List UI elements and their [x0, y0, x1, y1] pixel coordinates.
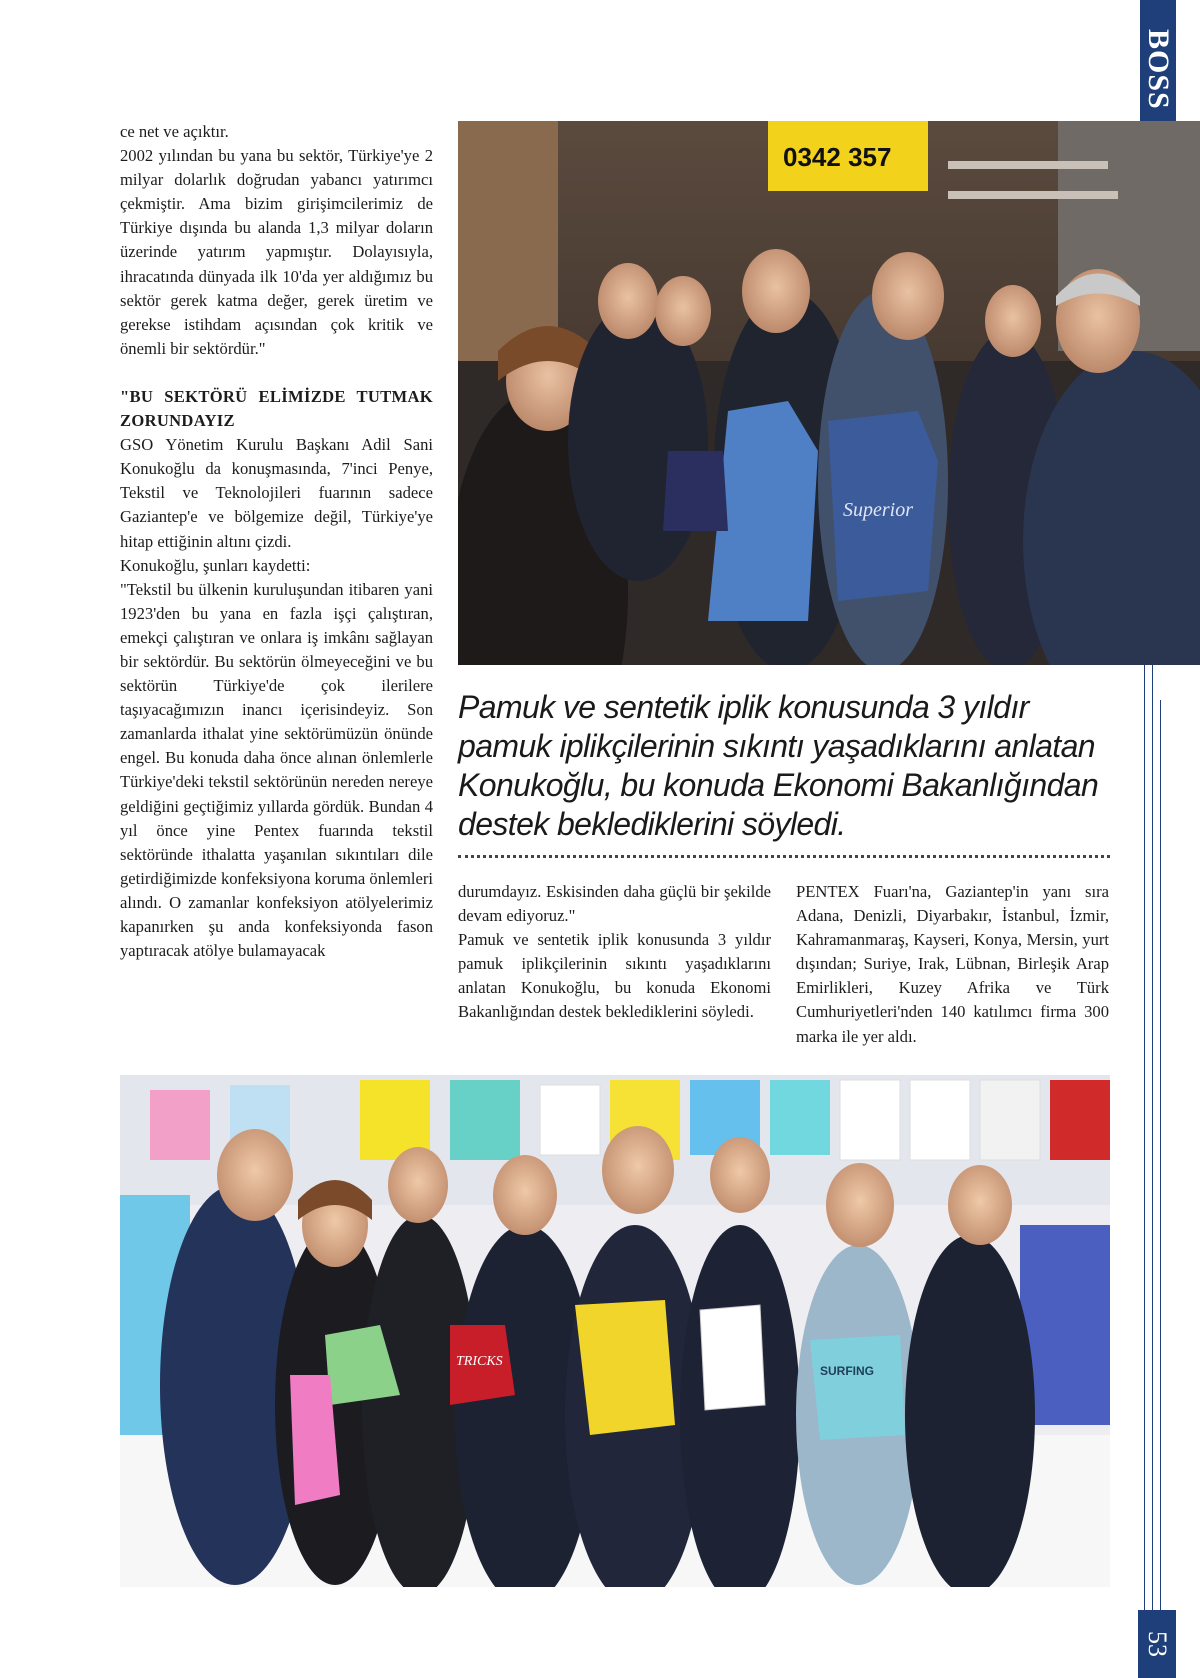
body-paragraph: ce net ve açıktır.: [120, 122, 229, 141]
body-paragraph: Pamuk ve sentetik iplik konusunda 3 yıldır pamuk iplikçilerinin sıkıntı yaşadıklarını anlatan Konukoğlu, bu konuda Ekonomi Bakanlığından destek beklediklerini söyledi.: [458, 930, 771, 1022]
right-column: [796, 880, 1109, 1049]
body-paragraph: 2002 yılından bu yana bu sektör, Türkiye'ye 2 milyar dolarlık doğrudan yabancı yatırımcı çekmiştir. Ama bizim girişimcilerimiz de Türkiye dışında bu alanda 1,3 milyar doların üzerinde yatırım yapmıştır. Dolayısıyla, ihracatında dünyada ilk 10'da yer aldığımız bu sektör gerek katma değer, gerek üretim ve gerekse istihdam açısından çok kritik ve önemli bir sektördür.": [120, 146, 433, 358]
body-paragraph: PENTEX Fuarı'na, Gaziantep'in yanı sıra Adana, Denizli, Diyarbakır, İstanbul, İzmir, Kahramanmaraş, Kayseri, Konya, Mersin, yurt dışından; Suriye, Irak, Lübnan, Birleşik Arap Emirlikleri, Kuzey Afrika ve Türk Cumhuriyetleri'nden 140 katılımcı firma 300 marka ile yer aldı.: [796, 882, 1109, 1046]
page-number: 53: [1143, 1631, 1172, 1657]
magazine-brand: BOSS: [1142, 28, 1175, 110]
pull-quote: Pamuk ve sentetik iplik konusunda 3 yıldır pamuk iplikçilerinin sıkıntı yaşadıklarını anlatan Konukoğlu, bu konuda Ekonomi Bakanlığından destek beklediklerini söyledi.: [458, 689, 1099, 842]
shirt-print-text: TRICKS: [456, 1354, 503, 1369]
fair-opening-photo: [458, 121, 1200, 665]
left-column: [120, 120, 433, 963]
body-paragraph: "Tekstil bu ülkenin kuruluşundan itibaren yani 1923'den bu yana en fazla işçi çalıştıran, emekçi çalıştıran ve onlara iş imkânı sağlayan bir sektördür. Bu sektörün ölmeyeceğini ve bu sektörün Türkiye'de çok ilerilere taşıyacağımızın inancı içerisindeyiz. Son zamanlarda ithalat yine sektörümüzün önünde engel. Bu konuda daha önce alınan önlemlerle Türkiye'deki tekstil sektörünün nereden nereye geldiğini geçtiğimiz yıllarda gördük. Bundan 4 yıl önce yine Pentex fuarında tekstil sektöründe ithalatta yaşanılan sıkıntıları dile getirdiğimizde konfeksiyona koruma önlemleri alındı. O zamanlar konfeksiyon atölyelerimiz kapanırken şu anda konfeksiyonda fason yaptıracak atölye bulamayacak: [120, 579, 433, 961]
margin-rule: [1160, 700, 1161, 1610]
brand-tab: [1140, 0, 1176, 138]
booth-sign-text: 0342 357: [783, 142, 892, 172]
bottom-photo: [120, 1075, 1110, 1587]
body-paragraph: Konukoğlu, şunları kaydetti:: [120, 555, 311, 575]
section-subhead: "BU SEKTÖRÜ ELİMİZDE TUTMAK ZORUNDAYIZ: [120, 386, 433, 431]
dotted-divider: [458, 855, 1110, 858]
page-number-tab: [1138, 1610, 1176, 1678]
shirt-print-text: Superior: [843, 499, 913, 521]
shirt-print-text: SURFING: [820, 1364, 874, 1378]
middle-column: [458, 880, 771, 1025]
body-paragraph: durumdayız. Eskisinden daha güçlü bir şekilde devam ediyoruz.": [458, 882, 771, 926]
margin-rule: [1152, 640, 1153, 1610]
booth-visit-photo: [120, 1075, 1110, 1587]
body-paragraph: GSO Yönetim Kurulu Başkanı Adil Sani Konukoğlu da konuşmasında, 7'inci Penye, Tekstil ve Teknolojileri fuarının sadece Gaziantep'e ve bölgemize değil, Türkiye'ye hitap ettiğinin altını çizdi.: [120, 435, 433, 551]
margin-rule: [1144, 540, 1145, 1610]
top-photo: [458, 121, 1200, 665]
